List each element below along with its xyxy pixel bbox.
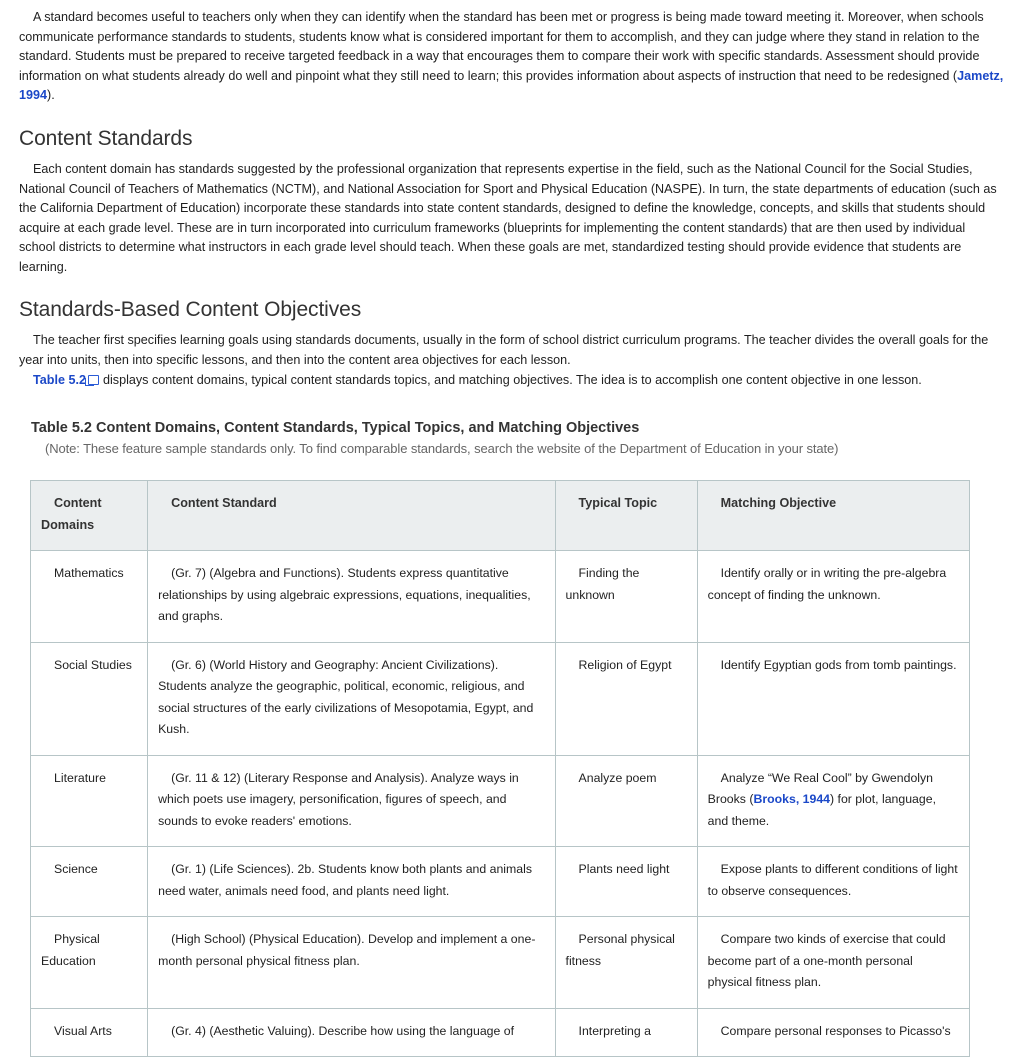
citation-link-brooks[interactable]: Brooks, 1944 bbox=[753, 792, 831, 806]
cell-objective: Identify orally or in writing the pre-algebra concept of finding the unknown. bbox=[697, 551, 969, 643]
cell-domain: Mathematics bbox=[31, 551, 148, 643]
table-row bbox=[31, 642, 970, 755]
heading-standards-based-objectives: Standards-Based Content Objectives bbox=[19, 298, 362, 321]
cell-standard: (Gr. 4) (Aesthetic Valuing). Describe how using the language of bbox=[148, 1008, 555, 1057]
table-row bbox=[31, 917, 970, 1009]
table-caption: Table 5.2 Content Domains, Content Standards, Typical Topics, and Matching Objectives bbox=[31, 420, 640, 436]
cell-topic: Plants need light bbox=[555, 847, 697, 917]
citation-link-jametz[interactable]: Jametz, 1994 bbox=[19, 68, 1004, 103]
table-row bbox=[31, 755, 970, 847]
intro-text-end: ). bbox=[47, 88, 55, 103]
cell-standard: (Gr. 11 & 12) (Literary Response and Analysis). Analyze ways in which poets use imagery, personification, figures of speech, and sounds to evoke readers' emotions. bbox=[148, 755, 555, 847]
objective-text-end: ) for plot, language, and theme. bbox=[707, 792, 936, 828]
cell-domain: Science bbox=[31, 847, 148, 917]
table-row bbox=[31, 1008, 970, 1057]
cell-domain: Literature bbox=[31, 755, 148, 847]
cell-topic: Analyze poem bbox=[555, 755, 697, 847]
table-5-2-link[interactable]: Table 5.2 bbox=[33, 373, 86, 387]
open-window-icon[interactable] bbox=[88, 375, 99, 385]
cell-domain: Visual Arts bbox=[31, 1008, 148, 1057]
cell-standard: (Gr. 1) (Life Sciences). 2b. Students know both plants and animals need water, animals need food, and plants need light. bbox=[148, 847, 555, 917]
header-content-standard: Content Standard bbox=[148, 481, 555, 551]
cell-objective: Compare personal responses to Picasso's bbox=[697, 1008, 969, 1057]
cell-standard: (Gr. 6) (World History and Geography: Ancient Civilizations). Students analyze the geographic, political, economic, religious, and social structures of the early civilizations of Mesopotamia, Egypt, and Kush. bbox=[148, 642, 555, 755]
cell-objective bbox=[697, 755, 969, 847]
table-row bbox=[31, 847, 970, 917]
objective-text: Analyze “We Real Cool” by Gwendolyn Brooks ( bbox=[707, 770, 934, 806]
cell-objective: Expose plants to different conditions of light to observe consequences. bbox=[697, 847, 969, 917]
sbco-text-2: displays content domains, typical content standards topics, and matching objectives. The idea is to accomplish one content objective in one lesson. bbox=[102, 373, 922, 387]
cell-domain: Social Studies bbox=[31, 642, 148, 755]
content-standards-paragraph: Each content domain has standards suggested by the professional organization that represents expertise in the field, such as the National Council for the Social Studies, National Council of Teachers of Mathematics (NCTM), and National Association for Sport and Physical Education (NASPE). In turn, the state departments of education (such as the California Department of Education) incorporate these standards into state content standards, designed to define the knowledge, concepts, and skills that students should acquire at each grade level. These are in turn incorporated into curriculum frameworks (blueprints for implementing the content standards) that are then used by individual school districts to determine what instructors in each grade level should teach. When these goals are met, standardized testing should provide evidence that students are learning. bbox=[19, 162, 997, 274]
table-header-row bbox=[31, 481, 970, 551]
sbco-paragraph: The teacher first specifies learning goals using standards documents, usually in the form of school district curriculum programs. The teacher divides the overall goals for the year into units, then into specific lessons, and then into the content area objectives for each lesson. bbox=[19, 333, 989, 367]
objectives-table bbox=[30, 480, 970, 1057]
header-typical-topic: Typical Topic bbox=[555, 481, 697, 551]
cell-topic: Personal physical fitness bbox=[555, 917, 697, 1009]
cell-objective: Compare two kinds of exercise that could become part of a one-month personal physical fitness plan. bbox=[697, 917, 969, 1009]
sbco-paragraph-2 bbox=[33, 371, 922, 391]
cell-standard: (Gr. 7) (Algebra and Functions). Students express quantitative relationships by using algebraic expressions, equations, inequalities, and graphs. bbox=[148, 551, 555, 643]
cell-objective: Identify Egyptian gods from tomb paintings. bbox=[697, 642, 969, 755]
cell-topic: Interpreting a bbox=[555, 1008, 697, 1057]
intro-text: A standard becomes useful to teachers only when they can identify when the standard has been met or progress is being made toward meeting it. Moreover, when schools communicate performance standards to students, students know what is considered important for them to accomplish, and they can judge where they stand in relation to the standard. Students must be prepared to receive targeted feedback in a way that encourages them to compare their work with specific standards. Assessment should provide information on what students already do well and pinpoint what they still need to learn; this provides information about aspects of instruction that need to be redesigned ( bbox=[19, 10, 984, 83]
table-note: (Note: These feature sample standards only. To find comparable standards, search the website of the Department of Education in your state) bbox=[45, 441, 839, 456]
table-row bbox=[31, 551, 970, 643]
cell-topic: Religion of Egypt bbox=[555, 642, 697, 755]
intro-paragraph bbox=[0, 8, 1024, 106]
cell-topic: Finding the unknown bbox=[555, 551, 697, 643]
cell-domain: Physical Education bbox=[31, 917, 148, 1009]
cell-standard: (High School) (Physical Education). Develop and implement a one-month personal physical fitness plan. bbox=[148, 917, 555, 1009]
header-content-domains: Content Domains bbox=[31, 481, 148, 551]
heading-content-standards: Content Standards bbox=[19, 127, 193, 150]
header-matching-objective: Matching Objective bbox=[697, 481, 969, 551]
